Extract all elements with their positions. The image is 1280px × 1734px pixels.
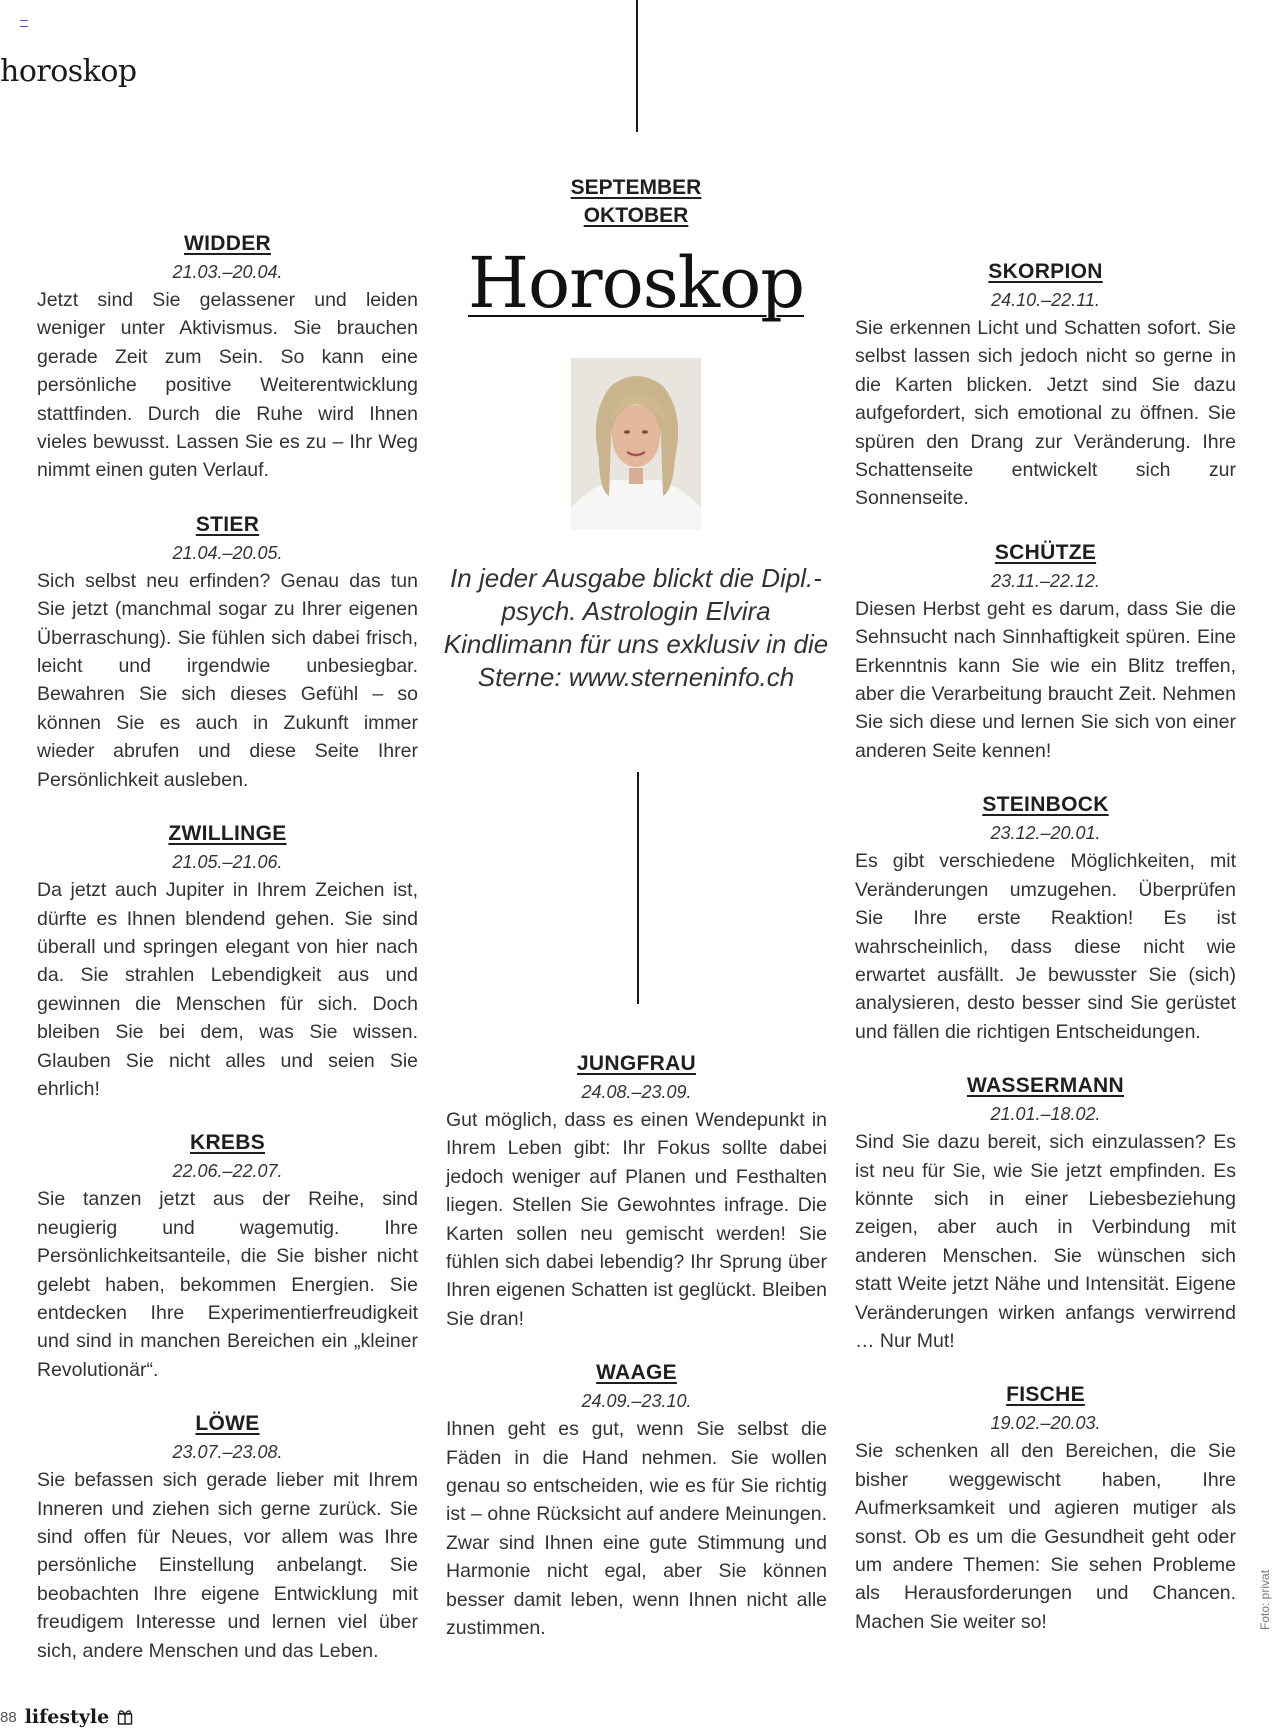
gift-icon [117,1709,133,1725]
middle-divider [637,772,639,1004]
sign-name: WAAGE [596,1361,677,1385]
sign-text: Sind Sie dazu bereit, sich einzulassen? Es ist neu für Sie, wie Sie jetzt empfinden. Es könnte sich in einer Liebesbeziehung zeigen, aber auch in Verbindung mit anderen Menschen. Sie wünschen sich statt Weite jetzt Nähe und Intensität. Eigene Veränderungen wirken anfangs verwirrend … Nur Mut! [855,1131,1236,1352]
sign-name: WASSERMANN [966,1074,1124,1098]
sign-dates: 23.12.–20.01. [990,823,1101,844]
sign-dates: 24.10.–22.11. [991,290,1100,310]
sign-text: Ihnen geht es gut, wenn Sie selbst die Fäden in die Hand nehmen. Sie wollen genau so entscheiden, wie es für Sie richtig ist – ohne Rücksicht auf andere Meinungen. Zwar sind Ihnen eine gute Stimmung und Harmonie nicht egal, aber Sie können besser damit leben, wenn Ihnen nicht alle zustimmen. [446,1418,827,1640]
sign-name: SKORPION [988,260,1103,283]
issue-month-2: OKTOBER [583,204,689,227]
sign-text: Gut möglich, dass es einen Wendepunkt in Ihrem Leben gibt: Ihr Fokus sollte dabei jedoch weniger auf Planen und Festhalten liegen. Stellen Sie Gewohntes infrage. Die Karten sollen neu gemischt werden! Sie fühlen sich dabei lebendig? Ihr Sprung über Ihren eigenen Schatten ist geglückt. Bleiben Sie dran! [446,1109,827,1330]
issue-month-1: SEPTEMBER [570,176,702,199]
sign-dates: 23.07.–23.08. [172,1442,283,1463]
sign-schuetze [855,539,1236,765]
sign-text: Jetzt sind Sie gelassener und leiden weniger unter Aktivismus. Sie brauchen gerade Zeit zum Sein. So kann eine persönliche positive Weiterentwicklung stattfinden. Durch die Ruhe wird Ihnen vieles bewusst. Lassen Sie es zu – Ihr Weg nimmt einen guten Verlauf. [37,289,418,482]
sign-name: KREBS [189,1131,265,1155]
sign-widder [37,230,418,485]
column-right [855,258,1236,1636]
sign-dates: 23.11.–22.12. [991,570,1100,591]
page-footer [0,1706,133,1728]
section-label: horoskop [0,54,137,89]
sign-text: Es gibt verschiedene Möglichkeiten, mit Veränderungen umzugehen. Überprüfen Sie Ihre erste Reaktion! Es ist wahrscheinlich, dass diese nicht wie erwartet ausfällt. Je bewusster Sie (sich) analysieren, desto besser sind Sie gerüstet und fällen die richtigen Entscheidungen. [855,850,1236,1043]
magazine-name: lifestyle [24,1706,110,1728]
sign-steinbock [855,791,1236,1046]
sign-text: Sich selbst neu erfinden? Genau das tun Sie jetzt (manchmal sogar zu Ihrer eigenen Überraschung). Sie fühlen sich dabei frisch, leicht und irgendwie unbesiegbar. Bewahren Sie sich dieses Gefühl – so können Sie es auch in Zukunft immer wieder abrufen und diese Seite Ihrer Persönlichkeit ausleben. [37,569,418,791]
sign-zwillinge [37,820,418,1103]
page-title: Horoskop [467,242,805,324]
sign-dates: 21.04.–20.05. [172,542,283,563]
sign-skorpion [855,258,1236,513]
sign-text: Da jetzt auch Jupiter in Ihrem Zeichen ist, dürfte es Ihnen blendend gehen. Sie sind überall und springen elegant von hier nach da. Sie strahlen Lebendigkeit aus und gewinnen die Menschen für sich. Doch bleiben Sie bei dem, was Sie wissen. Glauben Sie nicht alles und seien Sie ehrlich! [37,879,418,1100]
sign-name: STIER [195,512,260,536]
sign-loewe [37,1410,418,1665]
sign-stier [37,511,418,794]
sign-text: Sie tanzen jetzt aus der Reihe, sind neugierig und wagemutig. Ihre Persönlichkeitsanteile, die Sie bisher nicht gelebt haben, bekommen Energien. Sie entdecken Ihre Experimentierfreudigkeit und sind in manchen Bereichen ein „kleiner Revolutionär“. [37,1188,418,1381]
sign-dates: 24.09.–23.10. [581,1391,692,1412]
sign-text: Sie erkennen Licht und Schatten sofort. Sie selbst lassen sich jedoch nicht so gerne in die Karten blicken. Jetzt sind Sie dazu aufgefordert, sich emotional zu öffnen. Sie spüren den Drang zur Veränderung. Ihre Schattenseite entwickelt sich zur Sonnenseite. [855,317,1236,510]
sign-name: SCHÜTZE [994,540,1097,564]
column-left [37,230,418,1665]
sign-text: Diesen Herbst geht es darum, dass Sie die Sehnsucht nach Sinnhaftigkeit spüren. Eine Erkenntnis kann Sie wie ein Blitz treffen, aber die Verarbeitung braucht Zeit. Nehmen Sie sich diese und lernen Sie sich von einer anderen Seite kennen! [855,597,1236,762]
sign-text: Sie befassen sich gerade lieber mit Ihrem Inneren und ziehen sich gerne zurück. Sie sind offen für Neues, vor allem was Ihre persönliche Einstellung anbelangt. Sie beobachten Ihre eigene Entwicklung mit freudigem Interesse und lernen viel über sich, andere Menschen und das Leben. [37,1469,418,1662]
page-number: 88 [0,1708,17,1726]
column-middle [446,1050,827,1643]
photo-credit: Foto: privat [1258,1569,1272,1630]
menu-icon[interactable] [20,20,28,27]
sign-dates: 19.02.–20.03. [990,1413,1101,1434]
sign-waage [446,1359,827,1642]
sign-dates: 21.01.–18.02. [990,1104,1101,1125]
top-divider [636,0,638,132]
sign-name: ZWILLINGE [168,822,287,846]
astrologer-portrait [571,358,701,530]
sign-name: FISCHE [1006,1383,1085,1407]
sign-name: WIDDER [184,232,271,255]
sign-text: Sie schenken all den Bereichen, die Sie bisher weggewischt haben, Ihre Aufmerksamkeit und agieren mutiger als sonst. Ob es um die Gesundheit geht oder um andere Themen: Sie sehen Probleme als Herausforderungen und Chancen. Machen Sie weiter so! [855,1440,1236,1633]
sign-dates: 24.08.–23.09. [581,1082,692,1102]
sign-name: JUNGFRAU [576,1052,697,1075]
sign-dates: 21.05.–21.06. [172,852,283,873]
sign-name: LÖWE [195,1412,260,1436]
sign-fische [855,1381,1236,1636]
sign-dates: 22.06.–22.07. [172,1161,283,1182]
sign-jungfrau [446,1050,827,1333]
sign-name: STEINBOCK [982,793,1109,817]
sign-wassermann [855,1072,1236,1355]
sign-krebs [37,1129,418,1384]
intro-text: In jeder Ausgabe blickt die Dipl.-psych. Astrologin Elvira Kindlimann für uns exklusiv in die Sterne: www.sterneninfo.ch [443,563,829,692]
sign-dates: 21.03.–20.04. [172,262,283,282]
